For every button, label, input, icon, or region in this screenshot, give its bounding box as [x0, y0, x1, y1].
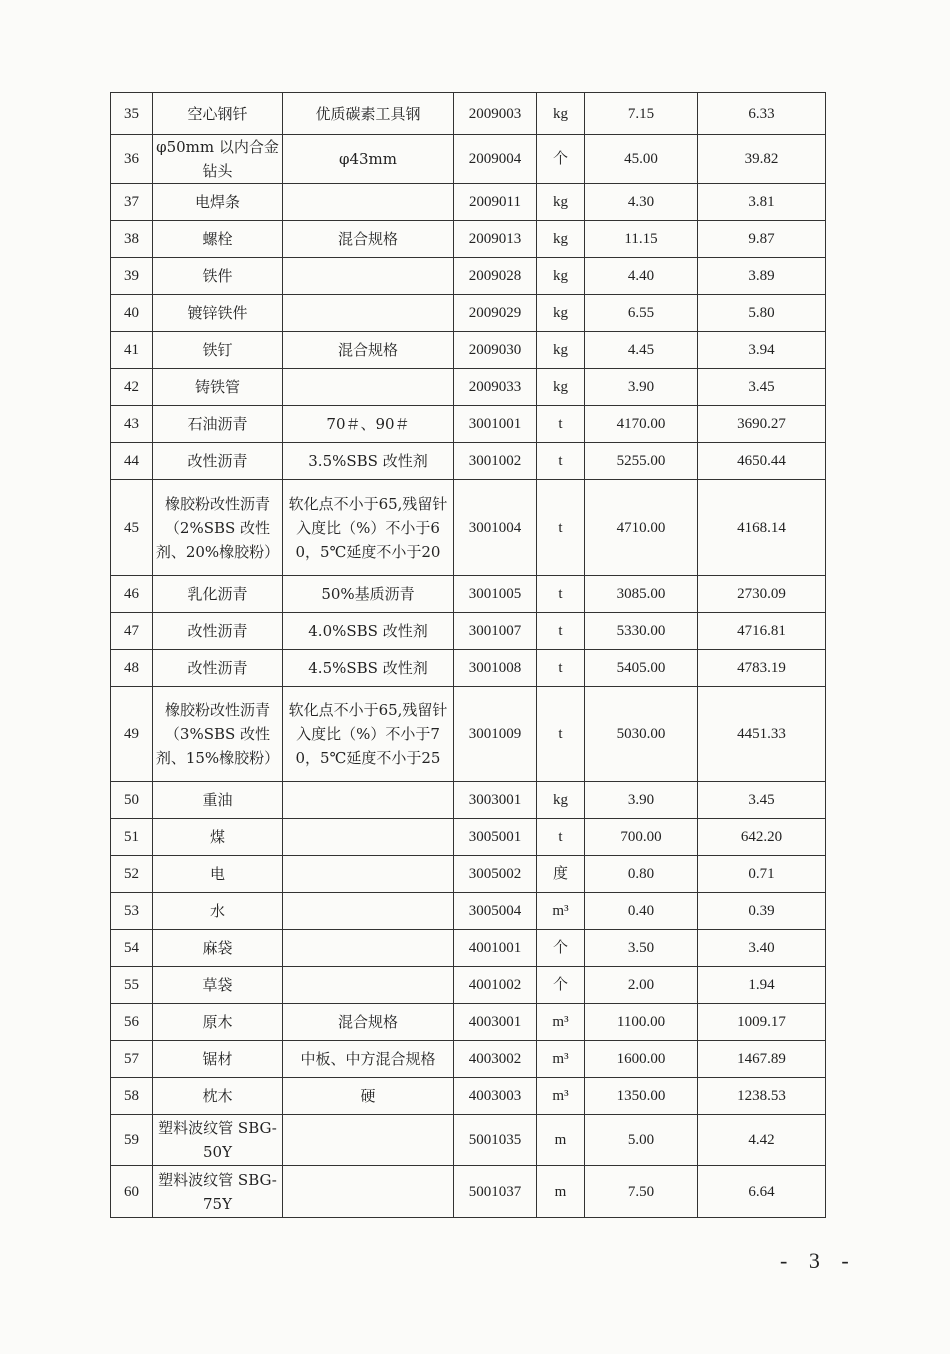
row-number: 51: [111, 819, 153, 856]
material-spec: 优质碳素工具钢: [283, 93, 454, 135]
material-code: 2009004: [454, 135, 537, 184]
material-name: φ50mm 以内合金钻头: [153, 135, 283, 184]
unit: kg: [537, 295, 585, 332]
material-name: 草袋: [153, 967, 283, 1004]
material-name: 原木: [153, 1004, 283, 1041]
price-tax-excluded: 3.45: [698, 782, 826, 819]
row-number: 42: [111, 369, 153, 406]
table-row: [111, 782, 826, 819]
material-spec: 4.5%SBS 改性剂: [283, 650, 454, 687]
price-tax-excluded: 0.39: [698, 893, 826, 930]
material-spec: [283, 819, 454, 856]
unit: m: [537, 1166, 585, 1218]
material-code: 2009028: [454, 258, 537, 295]
price-tax-excluded: 1.94: [698, 967, 826, 1004]
material-code: 5001037: [454, 1166, 537, 1218]
material-code: 3005001: [454, 819, 537, 856]
price-tax-included: 0.80: [585, 856, 698, 893]
row-number: 47: [111, 613, 153, 650]
material-price-table: [110, 92, 826, 1218]
unit: t: [537, 650, 585, 687]
row-number: 60: [111, 1166, 153, 1218]
material-name: 铁件: [153, 258, 283, 295]
material-code: 2009011: [454, 184, 537, 221]
unit: kg: [537, 782, 585, 819]
price-tax-included: 11.15: [585, 221, 698, 258]
material-code: 3001008: [454, 650, 537, 687]
material-spec: 软化点不小于65,残留针入度比（%）不小于70，5℃延度不小于25: [283, 687, 454, 782]
price-tax-excluded: 3.81: [698, 184, 826, 221]
material-name: 改性沥青: [153, 650, 283, 687]
table-row: [111, 613, 826, 650]
row-number: 53: [111, 893, 153, 930]
price-tax-included: 7.15: [585, 93, 698, 135]
price-tax-excluded: 4451.33: [698, 687, 826, 782]
unit: m³: [537, 1041, 585, 1078]
table-row: [111, 184, 826, 221]
material-name: 铁钉: [153, 332, 283, 369]
price-tax-excluded: 3.94: [698, 332, 826, 369]
price-tax-excluded: 3690.27: [698, 406, 826, 443]
material-spec: [283, 258, 454, 295]
row-number: 52: [111, 856, 153, 893]
table-row: [111, 1166, 826, 1218]
price-tax-included: 3.90: [585, 782, 698, 819]
material-code: 3005004: [454, 893, 537, 930]
price-tax-included: 5405.00: [585, 650, 698, 687]
price-tax-excluded: 6.33: [698, 93, 826, 135]
price-tax-excluded: 1238.53: [698, 1078, 826, 1115]
price-tax-included: 1350.00: [585, 1078, 698, 1115]
table-row: [111, 406, 826, 443]
unit: t: [537, 613, 585, 650]
material-code: 4001002: [454, 967, 537, 1004]
material-code: 2009033: [454, 369, 537, 406]
price-tax-included: 3.50: [585, 930, 698, 967]
material-code: 3001005: [454, 576, 537, 613]
material-spec: [283, 184, 454, 221]
price-tax-excluded: 6.64: [698, 1166, 826, 1218]
material-spec: 软化点不小于65,残留针入度比（%）不小于60，5℃延度不小于20: [283, 480, 454, 576]
material-name: 塑料波纹管 SBG-75Y: [153, 1166, 283, 1218]
unit: t: [537, 687, 585, 782]
material-name: 改性沥青: [153, 443, 283, 480]
unit: kg: [537, 221, 585, 258]
material-spec: 混合规格: [283, 221, 454, 258]
row-number: 48: [111, 650, 153, 687]
row-number: 49: [111, 687, 153, 782]
row-number: 38: [111, 221, 153, 258]
material-spec: 70＃、90＃: [283, 406, 454, 443]
price-tax-excluded: 3.40: [698, 930, 826, 967]
material-code: 2009013: [454, 221, 537, 258]
table-row: [111, 369, 826, 406]
material-name: 橡胶粉改性沥青（3%SBS 改性剂、15%橡胶粉）: [153, 687, 283, 782]
table-row: [111, 332, 826, 369]
material-name: 乳化沥青: [153, 576, 283, 613]
row-number: 55: [111, 967, 153, 1004]
material-code: 3001009: [454, 687, 537, 782]
row-number: 46: [111, 576, 153, 613]
material-spec: [283, 369, 454, 406]
material-spec: [283, 930, 454, 967]
price-tax-excluded: 1467.89: [698, 1041, 826, 1078]
row-number: 35: [111, 93, 153, 135]
material-code: 3003001: [454, 782, 537, 819]
price-tax-excluded: 39.82: [698, 135, 826, 184]
price-tax-excluded: 3.89: [698, 258, 826, 295]
price-tax-excluded: 9.87: [698, 221, 826, 258]
row-number: 56: [111, 1004, 153, 1041]
table-row: [111, 856, 826, 893]
material-spec: 中板、中方混合规格: [283, 1041, 454, 1078]
material-name: 枕木: [153, 1078, 283, 1115]
price-tax-included: 45.00: [585, 135, 698, 184]
price-tax-included: 5330.00: [585, 613, 698, 650]
material-spec: φ43mm: [283, 135, 454, 184]
price-tax-included: 4.45: [585, 332, 698, 369]
material-spec: [283, 1166, 454, 1218]
row-number: 59: [111, 1115, 153, 1166]
price-tax-included: 1600.00: [585, 1041, 698, 1078]
table-row: [111, 576, 826, 613]
price-tax-excluded: 4.42: [698, 1115, 826, 1166]
unit: kg: [537, 369, 585, 406]
material-name: 改性沥青: [153, 613, 283, 650]
material-name: 煤: [153, 819, 283, 856]
unit: t: [537, 819, 585, 856]
row-number: 43: [111, 406, 153, 443]
price-tax-excluded: 4168.14: [698, 480, 826, 576]
price-tax-included: 4.30: [585, 184, 698, 221]
table-row: [111, 650, 826, 687]
material-code: 3001007: [454, 613, 537, 650]
material-code: 4003002: [454, 1041, 537, 1078]
table-row: [111, 1004, 826, 1041]
material-spec: [283, 295, 454, 332]
material-spec: [283, 856, 454, 893]
table-row: [111, 819, 826, 856]
material-spec: 混合规格: [283, 332, 454, 369]
price-tax-included: 3.90: [585, 369, 698, 406]
table-row: [111, 221, 826, 258]
price-tax-included: 5255.00: [585, 443, 698, 480]
price-tax-included: 0.40: [585, 893, 698, 930]
table-row: [111, 687, 826, 782]
unit: 个: [537, 135, 585, 184]
table-row: [111, 258, 826, 295]
material-name: 石油沥青: [153, 406, 283, 443]
material-spec: 50%基质沥青: [283, 576, 454, 613]
material-spec: 混合规格: [283, 1004, 454, 1041]
material-code: 4003003: [454, 1078, 537, 1115]
unit: kg: [537, 258, 585, 295]
table-row: [111, 1078, 826, 1115]
price-tax-included: 2.00: [585, 967, 698, 1004]
row-number: 50: [111, 782, 153, 819]
table-row: [111, 1115, 826, 1166]
unit: t: [537, 443, 585, 480]
material-name: 镀锌铁件: [153, 295, 283, 332]
row-number: 57: [111, 1041, 153, 1078]
unit: kg: [537, 332, 585, 369]
material-name: 水: [153, 893, 283, 930]
material-name: 电焊条: [153, 184, 283, 221]
price-tax-excluded: 2730.09: [698, 576, 826, 613]
material-code: 3001004: [454, 480, 537, 576]
table-row: [111, 480, 826, 576]
material-name: 重油: [153, 782, 283, 819]
unit: m: [537, 1115, 585, 1166]
price-tax-included: 700.00: [585, 819, 698, 856]
material-spec: [283, 893, 454, 930]
row-number: 54: [111, 930, 153, 967]
unit: m³: [537, 1004, 585, 1041]
row-number: 44: [111, 443, 153, 480]
price-tax-excluded: 1009.17: [698, 1004, 826, 1041]
table-row: [111, 135, 826, 184]
page-number: - 3 -: [780, 1248, 857, 1273]
table-row: [111, 443, 826, 480]
material-spec: [283, 782, 454, 819]
price-tax-excluded: 4716.81: [698, 613, 826, 650]
row-number: 40: [111, 295, 153, 332]
unit: m³: [537, 1078, 585, 1115]
price-tax-included: 1100.00: [585, 1004, 698, 1041]
table-row: [111, 295, 826, 332]
material-spec: 硬: [283, 1078, 454, 1115]
price-tax-included: 3085.00: [585, 576, 698, 613]
unit: kg: [537, 184, 585, 221]
material-name: 铸铁管: [153, 369, 283, 406]
price-tax-included: 5030.00: [585, 687, 698, 782]
price-tax-excluded: 5.80: [698, 295, 826, 332]
price-tax-included: 7.50: [585, 1166, 698, 1218]
row-number: 45: [111, 480, 153, 576]
unit: 度: [537, 856, 585, 893]
material-name: 麻袋: [153, 930, 283, 967]
material-code: 4001001: [454, 930, 537, 967]
row-number: 39: [111, 258, 153, 295]
material-name: 螺栓: [153, 221, 283, 258]
material-code: 3005002: [454, 856, 537, 893]
price-tax-included: 4710.00: [585, 480, 698, 576]
material-name: 电: [153, 856, 283, 893]
price-tax-included: 6.55: [585, 295, 698, 332]
material-name: 锯材: [153, 1041, 283, 1078]
row-number: 41: [111, 332, 153, 369]
material-name: 橡胶粉改性沥青（2%SBS 改性剂、20%橡胶粉）: [153, 480, 283, 576]
table-row: [111, 93, 826, 135]
material-code: 3001001: [454, 406, 537, 443]
material-code: 4003001: [454, 1004, 537, 1041]
price-tax-included: 4170.00: [585, 406, 698, 443]
price-tax-excluded: 0.71: [698, 856, 826, 893]
table-row: [111, 930, 826, 967]
material-name: 空心钢钎: [153, 93, 283, 135]
material-code: 2009030: [454, 332, 537, 369]
table-body: [111, 93, 826, 1218]
price-tax-excluded: 4650.44: [698, 443, 826, 480]
material-spec: [283, 1115, 454, 1166]
material-code: 3001002: [454, 443, 537, 480]
row-number: 58: [111, 1078, 153, 1115]
unit: 个: [537, 967, 585, 1004]
unit: t: [537, 576, 585, 613]
price-tax-excluded: 642.20: [698, 819, 826, 856]
price-tax-included: 4.40: [585, 258, 698, 295]
row-number: 37: [111, 184, 153, 221]
price-tax-excluded: 3.45: [698, 369, 826, 406]
material-name: 塑料波纹管 SBG-50Y: [153, 1115, 283, 1166]
price-tax-included: 5.00: [585, 1115, 698, 1166]
unit: 个: [537, 930, 585, 967]
table-row: [111, 1041, 826, 1078]
unit: t: [537, 406, 585, 443]
material-spec: 4.0%SBS 改性剂: [283, 613, 454, 650]
unit: t: [537, 480, 585, 576]
material-code: 2009029: [454, 295, 537, 332]
table-row: [111, 967, 826, 1004]
unit: kg: [537, 93, 585, 135]
row-number: 36: [111, 135, 153, 184]
price-tax-excluded: 4783.19: [698, 650, 826, 687]
material-code: 2009003: [454, 93, 537, 135]
material-code: 5001035: [454, 1115, 537, 1166]
table-row: [111, 893, 826, 930]
material-spec: [283, 967, 454, 1004]
material-spec: 3.5%SBS 改性剂: [283, 443, 454, 480]
unit: m³: [537, 893, 585, 930]
